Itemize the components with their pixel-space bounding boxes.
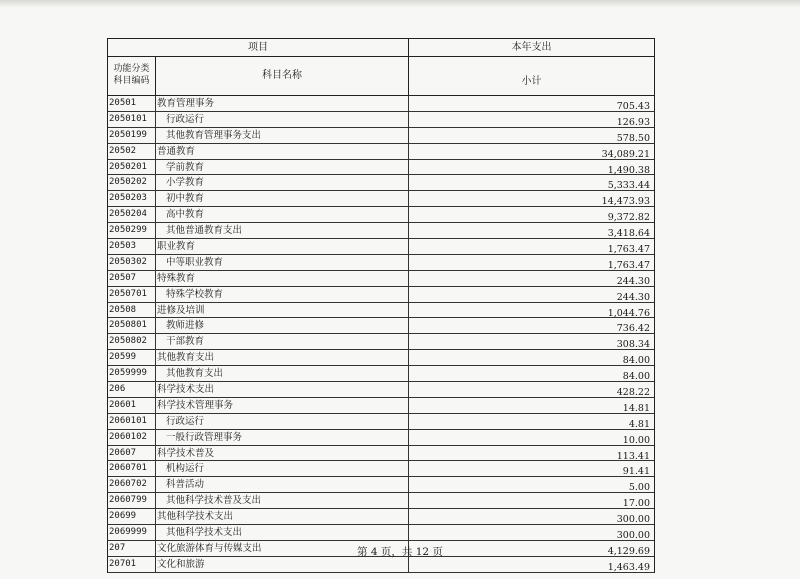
row-name: 文化旅游体育与传媒支出 (156, 541, 409, 556)
row-name: 教育管理事务 (156, 96, 409, 111)
row-subtotal: 308.34 (616, 339, 650, 351)
row-name: 特殊学校教育 (156, 287, 409, 302)
row-code: 20501 (108, 96, 156, 111)
table-row (108, 525, 654, 541)
table-row (108, 446, 654, 462)
row-name: 科学技术管理事务 (156, 398, 409, 413)
row-subtotal: 300.00 (616, 530, 650, 542)
row-subtotal: 34,089.21 (601, 148, 650, 160)
table-row (108, 382, 654, 398)
row-subtotal: 113.41 (616, 450, 650, 462)
row-name: 行政运行 (156, 414, 409, 429)
row-subtotal: 14,473.93 (601, 196, 650, 208)
row-code: 2050199 (108, 128, 156, 143)
row-name: 其他教育支出 (156, 350, 409, 365)
row-code: 2060702 (108, 477, 156, 492)
row-code: 207 (108, 541, 156, 556)
row-subtotal: 428.22 (616, 387, 650, 399)
table-row (108, 128, 654, 144)
header-code-line1: 功能分类 (113, 64, 150, 74)
table-row (108, 350, 654, 366)
row-code: 2050203 (108, 191, 156, 206)
table-header-row-1 (108, 39, 654, 57)
table-row (108, 509, 654, 525)
row-subtotal: 4,129.69 (607, 545, 650, 557)
row-code: 2050299 (108, 223, 156, 238)
row-name: 一般行政管理事务 (156, 430, 409, 445)
row-name: 进修及培训 (156, 303, 409, 318)
row-name: 干部教育 (156, 334, 409, 349)
row-code: 2050204 (108, 207, 156, 222)
row-subtotal: 14.81 (622, 402, 650, 414)
table-row (108, 477, 654, 493)
row-name: 高中教育 (156, 207, 409, 222)
table-row (108, 191, 654, 207)
row-name: 科学技术普及 (156, 446, 409, 461)
row-code: 20507 (108, 271, 156, 286)
table-row (108, 493, 654, 509)
row-subtotal: 1,044.76 (607, 307, 650, 319)
row-name: 其他教育管理事务支出 (156, 128, 409, 143)
table-row (108, 160, 654, 176)
row-name: 机构运行 (156, 461, 409, 476)
row-code: 20701 (108, 557, 156, 572)
table-row (108, 223, 654, 239)
row-subtotal: 736.42 (616, 323, 650, 335)
row-name: 学前教育 (156, 160, 409, 175)
row-subtotal: 300.00 (616, 514, 650, 526)
table-row (108, 271, 654, 287)
table-row (108, 430, 654, 446)
header-code (108, 57, 156, 95)
table-row (108, 112, 654, 128)
row-name: 普通教育 (156, 144, 409, 159)
row-name: 中等职业教育 (156, 255, 409, 270)
table-row (108, 287, 654, 303)
row-code: 20508 (108, 303, 156, 318)
table-row (108, 414, 654, 430)
row-name: 其他科学技术普及支出 (156, 493, 409, 508)
table-row (108, 334, 654, 350)
row-code: 2050802 (108, 334, 156, 349)
row-code: 2050201 (108, 160, 156, 175)
table-row (108, 207, 654, 223)
row-subtotal: 4.81 (628, 418, 650, 430)
row-subtotal: 5.00 (628, 482, 650, 494)
row-name: 小学教育 (156, 175, 409, 190)
row-subtotal: 5,333.44 (607, 180, 650, 192)
row-name: 特殊教育 (156, 271, 409, 286)
row-name: 教师进修 (156, 318, 409, 333)
row-code: 20503 (108, 239, 156, 254)
row-subtotal: 17.00 (622, 498, 650, 510)
row-code: 20607 (108, 446, 156, 461)
expenditure-table (107, 38, 655, 573)
row-subtotal: 84.00 (622, 371, 650, 383)
table-row (108, 175, 654, 191)
row-code: 206 (108, 382, 156, 397)
table-header-row-2 (108, 57, 654, 96)
header-year-expenditure: 本年支出 (511, 42, 552, 53)
row-subtotal: 705.43 (616, 101, 650, 112)
header-name: 科目名称 (156, 57, 409, 95)
table-row (108, 398, 654, 414)
row-subtotal: 84.00 (622, 355, 650, 367)
table-row (108, 96, 654, 112)
row-name: 行政运行 (156, 112, 409, 127)
row-code: 2060102 (108, 430, 156, 445)
row-subtotal: 10.00 (622, 434, 650, 446)
row-subtotal: 126.93 (616, 116, 650, 128)
row-name: 职业教育 (156, 239, 409, 254)
row-code: 2050701 (108, 287, 156, 302)
row-name: 其他科学技术支出 (156, 509, 409, 524)
row-code: 2050302 (108, 255, 156, 270)
row-code: 2059999 (108, 366, 156, 381)
row-name: 科学技术支出 (156, 382, 409, 397)
table-row (108, 239, 654, 255)
page-edge (0, 0, 800, 8)
row-code: 20699 (108, 509, 156, 524)
row-code: 20599 (108, 350, 156, 365)
row-code: 2050202 (108, 175, 156, 190)
table-row (108, 318, 654, 334)
row-code: 20601 (108, 398, 156, 413)
row-subtotal: 1,763.47 (607, 259, 650, 271)
page-number: 第 4 页，共 12 页 (357, 546, 443, 558)
row-code: 2060799 (108, 493, 156, 508)
row-name: 其他普通教育支出 (156, 223, 409, 238)
table-row (108, 303, 654, 319)
table-body (108, 96, 654, 573)
row-code: 2060101 (108, 414, 156, 429)
table-row (108, 461, 654, 477)
row-subtotal: 244.30 (616, 275, 650, 287)
row-name: 其他科学技术支出 (156, 525, 409, 540)
row-subtotal: 1,463.49 (607, 561, 650, 573)
row-subtotal: 578.50 (616, 132, 650, 144)
row-subtotal: 91.41 (622, 466, 650, 478)
row-subtotal: 1,490.38 (607, 164, 650, 176)
header-subtotal: 小计 (521, 76, 542, 87)
row-subtotal: 244.30 (616, 291, 650, 303)
header-code-line2: 科目编码 (113, 76, 150, 86)
table-row (108, 366, 654, 382)
row-name: 文化和旅游 (156, 557, 409, 572)
row-name: 初中教育 (156, 191, 409, 206)
table-row (108, 144, 654, 160)
row-code: 2050101 (108, 112, 156, 127)
table-row (108, 255, 654, 271)
row-name: 科普活动 (156, 477, 409, 492)
row-code: 20502 (108, 144, 156, 159)
row-code: 2060701 (108, 461, 156, 476)
row-subtotal: 9,372.82 (607, 212, 650, 224)
row-code: 2050801 (108, 318, 156, 333)
row-subtotal: 1,763.47 (607, 244, 650, 256)
row-subtotal: 3,418.64 (607, 228, 650, 240)
header-project: 项目 (108, 39, 409, 56)
row-code: 2069999 (108, 525, 156, 540)
row-name: 其他教育支出 (156, 366, 409, 381)
